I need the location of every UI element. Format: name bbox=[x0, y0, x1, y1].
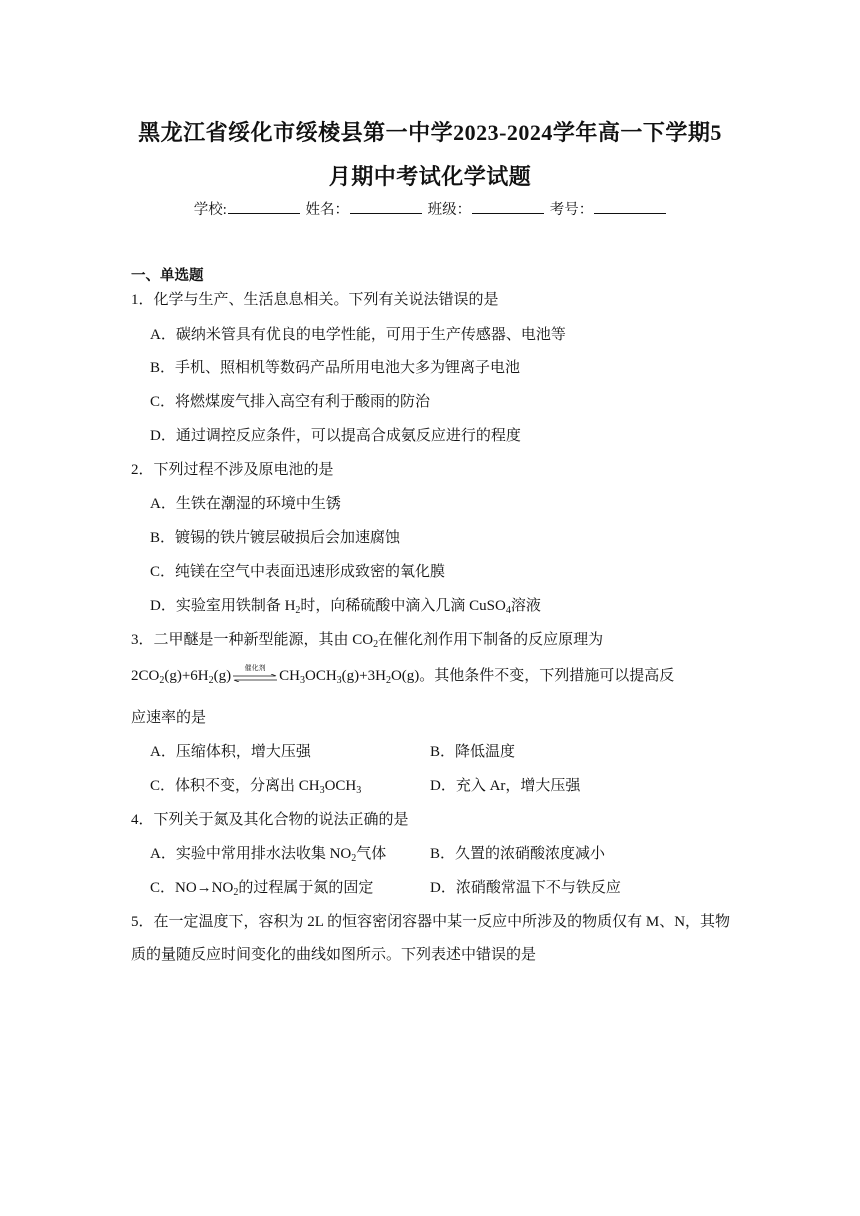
q4-option-a: A．实验中常用排水法收集 $NO_2$气体 bbox=[150, 846, 387, 864]
q3-option-d: D．充入 Ar，增大压强 bbox=[430, 778, 581, 794]
q3-option-c: C．体积不变，分离出 $CH_3OCH_3$ bbox=[150, 778, 362, 796]
q2-option-d: D．实验室用铁制备 $H_2$时，向稀硫酸中滴入几滴 CuSO$_4$溶液 bbox=[150, 598, 541, 616]
title-line-2: 月期中考试化学试题 bbox=[328, 164, 532, 189]
name-label: 姓名： bbox=[305, 202, 349, 218]
q2-option-b: B．镀锡的铁片镀层破损后会加速腐蚀 bbox=[150, 530, 401, 546]
q3-stem: 3．二甲醚是一种新型能源，其由 $CO_2$在催化剂作用下制备的反应原理为 bbox=[131, 632, 604, 650]
name-blank bbox=[350, 201, 422, 214]
exam-number-field bbox=[550, 198, 667, 219]
q5-stem-line-1: 5．在一定温度下，容积为 2L 的恒容密闭容器中某一反应中所涉及的物质仅有 M、N，其物 bbox=[131, 914, 731, 930]
q4-option-b: B．久置的浓硝酸浓度减小 bbox=[430, 846, 606, 862]
q2-option-a: A．生铁在潮湿的环境中生锈 bbox=[150, 496, 341, 512]
name-field bbox=[305, 198, 422, 219]
q1-option-d: D．通过调控反应条件，可以提高合成氨反应进行的程度 bbox=[150, 428, 521, 444]
class-blank bbox=[472, 201, 544, 214]
q1-option-b: B．手机、照相机等数码产品所用电池大多为锂离子电池 bbox=[150, 360, 521, 376]
school-field bbox=[194, 198, 300, 219]
title-line-1: 黑龙江省绥化市绥棱县第一中学2023-2024学年高一下学期5 bbox=[138, 120, 722, 145]
q1-option-c: C．将燃煤废气排入高空有利于酸雨的防治 bbox=[150, 394, 431, 410]
catalyst-label: 催化剂 bbox=[244, 663, 266, 672]
q1-option-a: A．碳纳米管具有优良的电学性能，可用于生产传感器、电池等 bbox=[150, 327, 566, 343]
q2-option-c: C．纯镁在空气中表面迅速形成致密的氧化膜 bbox=[150, 564, 446, 580]
class-label: 班级： bbox=[427, 202, 472, 218]
school-blank bbox=[228, 201, 300, 214]
q3-option-b: B．降低温度 bbox=[430, 744, 516, 760]
reversible-arrow-icon bbox=[233, 663, 277, 686]
q3-option-a: A．压缩体积，增大压强 bbox=[150, 744, 311, 760]
section-heading: 一、单选题 bbox=[131, 268, 204, 284]
exam-number-label: 考号： bbox=[549, 202, 594, 218]
student-info-line bbox=[0, 198, 860, 219]
q4-stem: 4．下列关于氮及其化合物的说法正确的是 bbox=[131, 812, 409, 828]
q5-stem-line-2: 质的量随反应时间变化的曲线如图所示。下列表述中错误的是 bbox=[131, 947, 537, 963]
q1-stem: 1．化学与生产、生活息息相关。下列有关说法错误的是 bbox=[131, 292, 499, 308]
q4-option-c: C．$NO\to NO_2$的过程属于氮的固定 bbox=[150, 880, 374, 898]
class-field bbox=[428, 198, 545, 219]
school-label: 学校: bbox=[193, 202, 227, 218]
q3-reaction-equation: $2CO_2(g)+6H_2(g)$ 催化剂 $CH_3OCH_3(g)+3H_2O(g)$。其他条件不变，下列措施可以提高反 bbox=[131, 663, 675, 686]
q2-stem: 2．下列过程不涉及原电池的是 bbox=[131, 462, 334, 478]
q3-stem-line-3: 应速率的是 bbox=[131, 710, 207, 726]
exam-number-blank bbox=[594, 201, 666, 214]
q4-option-d: D．浓硝酸常温下不与铁反应 bbox=[430, 880, 621, 896]
